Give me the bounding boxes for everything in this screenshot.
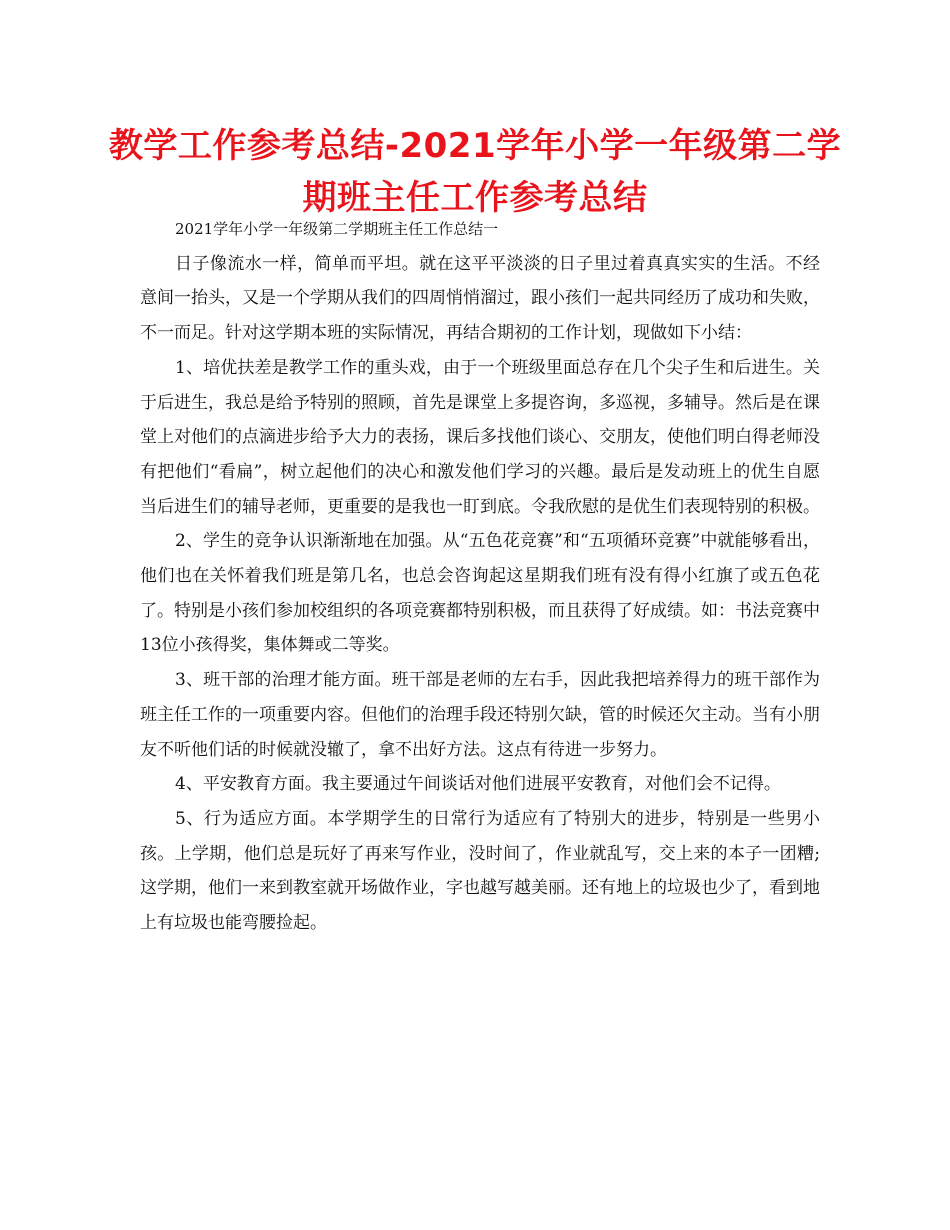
document-body [140,212,820,941]
document-title: 教学工作参考总结-2021学年小学一年级第二学期班主任工作参考总结 [108,126,842,218]
paragraph-item-5: 5、行为适应方面。本学期学生的日常行为适应有了特别大的进步，特别是一些男小孩。上学期，他们总是玩好了再来写作业，没时间了，作业就乱写，交上来的本子一团糟;这学期，他们一来到教室就开场做作业，字也越写越美丽。还有地上的垃圾也少了，看到地上有垃圾也能弯腰捡起。 [140,808,820,934]
paragraph-item-4: 4、平安教育方面。我主要通过午间谈话对他们进展平安教育，对他们会不记得。 [175,774,781,795]
paragraph-intro: 日子像流水一样，简单而平坦。就在这平平淡淡的日子里过着真真实实的生活。不经意间一抬头，又是一个学期从我们的四周悄悄溜过，跟小孩们一起共同经历了成功和失败，不一而足。针对这学期本班的实际情况，再结合期初的工作计划，现做如下小结： [140,253,820,344]
document-subheading: 2021学年小学一年级第二学期班主任工作总结一 [175,220,499,238]
paragraph-item-3: 3、班干部的治理才能方面。班干部是老师的左右手，因此我把培养得力的班干部作为班主任工作的一项重要内容。但他们的治理手段还特别欠缺，管的时候还欠主动。当有小朋友不听他们话的时候就没辙了，拿不出好方法。这点有待进一步努力。 [140,670,820,760]
paragraph-item-1: 1、培优扶差是教学工作的重头戏，由于一个班级里面总存在几个尖子生和后进生。关于后进生，我总是给予特别的照顾，首先是课堂上多提咨询，多巡视，多辅导。然后是在课堂上对他们的点滴进步给予大力的表扬，课后多找他们谈心、交朋友，使他们明白得老师没有把他们“看扁”，树立起他们的决心和激发他们学习的兴趣。最后是发动班上的优生自愿当后进生们的辅导老师，更重要的是我也一盯到底。令我欣慰的是优生们表现特别的积极。 [140,357,820,517]
paragraph-item-2: 2、学生的竞争认识渐渐地在加强。从“五色花竞赛”和“五项循环竞赛”中就能够看出，他们也在关怀着我们班是第几名，也总会咨询起这星期我们班有没有得小红旗了或五色花了。特别是小孩们参加校组织的各项竞赛都特别积极，而且获得了好成绩。如：书法竞赛中13位小孩得奖，集体舞或二等奖。 [140,531,820,656]
